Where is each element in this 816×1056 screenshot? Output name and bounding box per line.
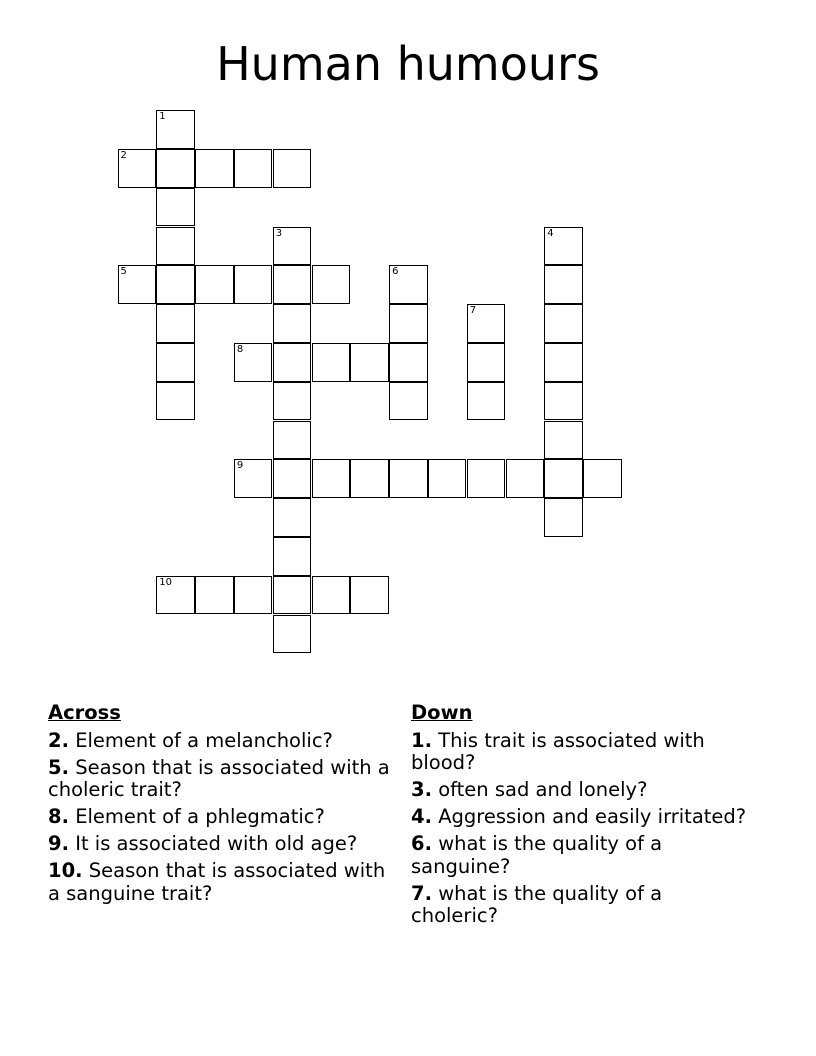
crossword-cell[interactable] [273,265,312,304]
clue-number: 6. [411,832,432,855]
crossword-cell[interactable] [389,343,428,382]
crossword-cell[interactable] [312,576,351,615]
clue-text: what is the quality of a choleric? [411,881,663,927]
crossword-cell[interactable] [544,343,583,382]
clue-number: 2. [48,728,69,752]
crossword-cell[interactable] [273,537,312,576]
clue-text: Season that is associated with a sanguine trait? [48,859,386,905]
crossword-cell[interactable] [389,459,428,498]
crossword-cell[interactable] [544,227,583,266]
crossword-cell[interactable] [195,576,234,615]
crossword-cell[interactable] [467,343,506,382]
clue-number-label: 2 [120,150,127,161]
crossword-cell[interactable] [273,227,312,266]
crossword-cell[interactable] [273,343,312,382]
crossword-cell[interactable] [428,459,467,498]
clue-number-label: 10 [159,576,173,588]
across-heading: Across [48,701,121,724]
clue-number-label: 3 [275,227,283,239]
down-heading: Down [411,701,473,724]
crossword-cell[interactable] [467,304,506,343]
crossword-cell[interactable] [156,382,195,421]
crossword-cell[interactable] [273,615,312,654]
clue-text: Season that is associated with a choleric trait? [48,755,390,801]
clue-text: Element of a phlegmatic? [75,805,325,828]
crossword-cell[interactable] [389,304,428,343]
clue-number-label: 6 [392,266,399,278]
crossword-cell[interactable] [273,459,312,498]
clue-number-label: 1 [159,111,166,123]
clue-text: Element of a melancholic? [75,728,333,752]
crossword-cell[interactable] [350,343,389,382]
crossword-cell[interactable] [389,382,428,421]
crossword-cell[interactable] [389,265,428,304]
crossword-cell[interactable] [118,265,157,304]
clue-number: 7. [411,881,432,905]
crossword-cell[interactable] [544,382,583,421]
crossword-cell[interactable] [156,304,195,343]
clue-number: 8. [48,805,69,828]
down-clues [411,702,751,932]
crossword-cell[interactable] [544,304,583,343]
crossword-cell[interactable] [156,227,195,266]
clue-number: 9. [48,832,69,855]
crossword-cell[interactable] [273,421,312,460]
clue-text: This trait is associated with blood? [411,728,705,774]
crossword-cell[interactable] [544,421,583,460]
down-clue [411,806,751,829]
crossword-cell[interactable] [234,265,273,304]
clue-text: It is associated with old age? [75,832,358,855]
clue-number-label: 4 [547,227,554,239]
clue-text: often sad and lonely? [438,778,648,801]
crossword-cell[interactable] [234,343,273,382]
down-clue [411,833,751,878]
crossword-cell[interactable] [544,498,583,537]
crossword-cell[interactable] [506,459,545,498]
clue-text: Aggression and easily irritated? [438,805,747,828]
across-clue [48,757,393,802]
crossword-cell[interactable] [544,265,583,304]
crossword-cell[interactable] [312,343,351,382]
down-clue [411,779,751,802]
crossword-cell[interactable] [156,576,195,615]
crossword-cell[interactable] [156,265,195,304]
crossword-cell[interactable] [273,498,312,537]
crossword-cell[interactable] [544,459,583,498]
crossword-cell[interactable] [118,149,157,188]
clue-number-label: 5 [120,266,127,278]
across-clues [48,702,393,910]
crossword-cell[interactable] [156,343,195,382]
crossword-cell[interactable] [583,459,622,498]
clue-number-label: 9 [236,460,244,472]
crossword-cell[interactable] [273,576,312,615]
clue-number: 3. [411,778,432,801]
crossword-cell[interactable] [156,110,195,149]
crossword-cell[interactable] [195,265,234,304]
crossword-cell[interactable] [312,459,351,498]
across-clue [48,730,393,753]
crossword-cell[interactable] [273,149,312,188]
crossword-cell[interactable] [312,265,351,304]
crossword-cell[interactable] [156,149,195,188]
clue-number: 4. [411,805,432,828]
crossword-cell[interactable] [467,382,506,421]
across-clue [48,806,393,829]
clue-number-label: 8 [236,344,244,355]
clue-number-label: 7 [469,305,477,317]
crossword-cell[interactable] [195,149,234,188]
page-title: Human humours [216,37,600,91]
down-clue [411,730,751,775]
clue-number: 5. [48,755,69,779]
clue-text: what is the quality of a sanguine? [411,832,663,878]
crossword-cell[interactable] [273,304,312,343]
crossword-cell[interactable] [234,149,273,188]
crossword-cell[interactable] [156,188,195,227]
across-clue [48,833,393,856]
clue-number: 1. [411,728,432,752]
crossword-cell[interactable] [350,576,389,615]
crossword-cell[interactable] [234,576,273,615]
crossword-cell[interactable] [467,459,506,498]
clue-number: 10. [48,859,83,882]
crossword-cell[interactable] [350,459,389,498]
crossword-cell[interactable] [273,382,312,421]
across-clue [48,860,393,905]
crossword-cell[interactable] [234,459,273,498]
down-clue [411,883,751,928]
